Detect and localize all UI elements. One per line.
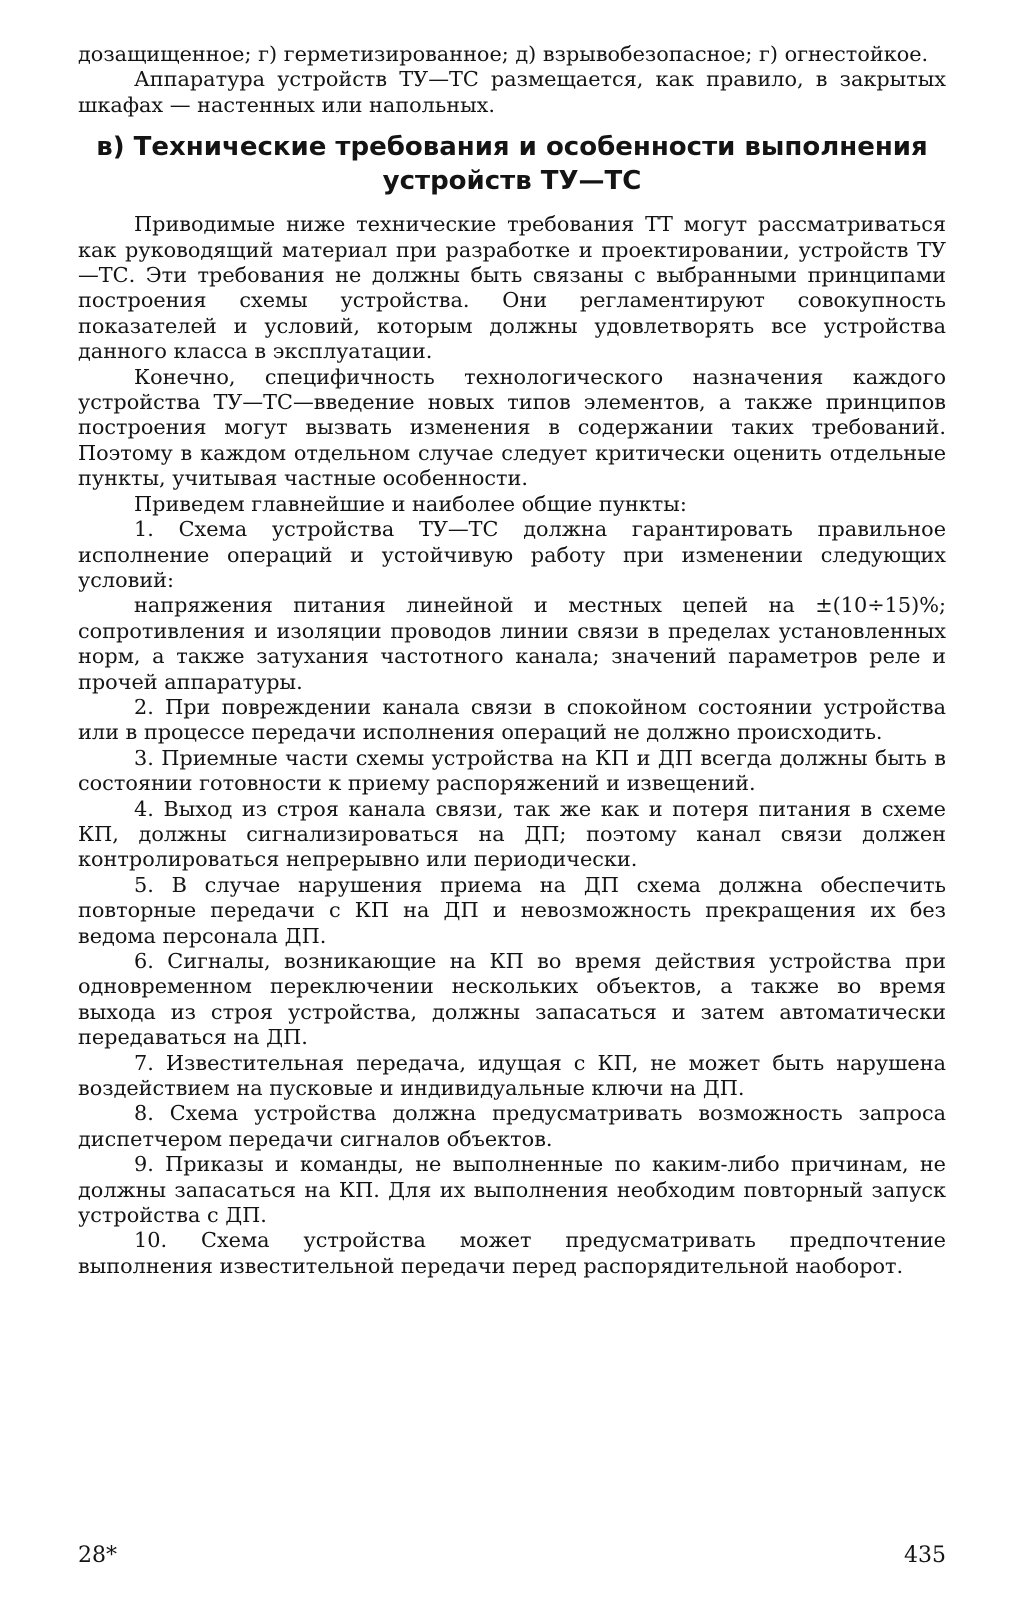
- paragraph-specificity: Конечно, специфичность технологического назначения каждого устройства ТУ—ТС—введение новых типов элементов, а также принципов построения могут вызвать изменения в содержании таких требований. Поэтому в каждом отдельном случае следует критически оценить отдельные пункты, учитывая частные особенности.: [78, 364, 946, 491]
- section-heading-line-2: устройств ТУ—ТС: [382, 166, 642, 197]
- section-heading-line-1: в) Технические требования и особенности выполнения: [96, 132, 928, 163]
- requirement-item-4: 4. Выход из строя канала связи, так же как и потеря питания в схеме КП, должны сигнализироваться на ДП; поэтому канал связи должен контролироваться непрерывно или периодически.: [78, 796, 946, 872]
- requirement-item-7: 7. Известительная передача, идущая с КП, не может быть нарушена воздействием на пусковые и индивидуальные ключи на ДП.: [78, 1050, 946, 1101]
- requirement-item-10: 10. Схема устройства может предусматривать предпочтение выполнения известительной передачи перед распорядительной наоборот.: [78, 1228, 946, 1278]
- page-number: 435: [904, 1543, 946, 1568]
- paragraph-intro: Приводимые ниже технические требования ТТ могут рассматриваться как руководящий материал при разработке и проектировании, устройств ТУ—ТС. Эти требования не должны быть связаны с выбранными принципами построения схемы устройства. Они регламентируют совокупность показателей и условий, которым должны удовлетворять все устройства данного класса в эксплуатации.: [78, 212, 946, 364]
- requirement-item-8: 8. Схема устройства должна предусматривать возможность запроса диспетчером передачи сигналов объектов.: [78, 1101, 946, 1151]
- signature-mark: 28*: [78, 1543, 117, 1568]
- paragraph-cabinets: Аппаратура устройств ТУ—ТС размещается, как правило, в закрытых шкафах — настенных или напольных.: [78, 67, 946, 117]
- paragraph-continuation: дозащищенное; г) герметизированное; д) взрывобезопасное; г) огнестойкое.: [78, 42, 929, 66]
- requirement-item-6: 6. Сигналы, возникающие на КП во время действия устройства при одновременном переключении нескольких объектов, а также во время выхода из строя устройства, должны запасаться и затем автоматически передаваться на ДП.: [78, 949, 946, 1050]
- requirement-item-3: 3. Приемные части схемы устройства на КП и ДП всегда должны быть в состоянии готовности к приему распоряжений и извещений.: [78, 745, 946, 796]
- paragraph-list-lead: Приведем главнейшие и наиболее общие пункты:: [134, 491, 687, 516]
- page-footer: [78, 1542, 946, 1570]
- book-page: [78, 42, 946, 1572]
- requirement-item-9: 9. Приказы и команды, не выполненные по каким-либо причинам, не должны запасаться на КП. Для их выполнения необходим повторный запуск устройства с ДП.: [78, 1152, 946, 1228]
- requirement-item-2: 2. При повреждении канала связи в спокойном состоянии устройства или в процессе передачи исполнения операций не должно происходить.: [78, 694, 946, 745]
- section-heading: [78, 130, 946, 198]
- requirement-item-5: 5. В случае нарушения приема на ДП схема должна обеспечить повторные передачи с КП на ДП и невозможность прекращения их без ведома персонала ДП.: [78, 872, 946, 948]
- requirement-item-1-conditions: напряжения питания линейной и местных цепей на ±(10÷15)%; сопротивления и изоляции проводов линии связи в пределах установленных норм, а также затухания частотного канала; значений параметров реле и прочей аппаратуры.: [78, 593, 946, 694]
- requirement-item-1: 1. Схема устройства ТУ—ТС должна гарантировать правильное исполнение операций и устойчивую работу при изменении следующих условий:: [78, 517, 946, 592]
